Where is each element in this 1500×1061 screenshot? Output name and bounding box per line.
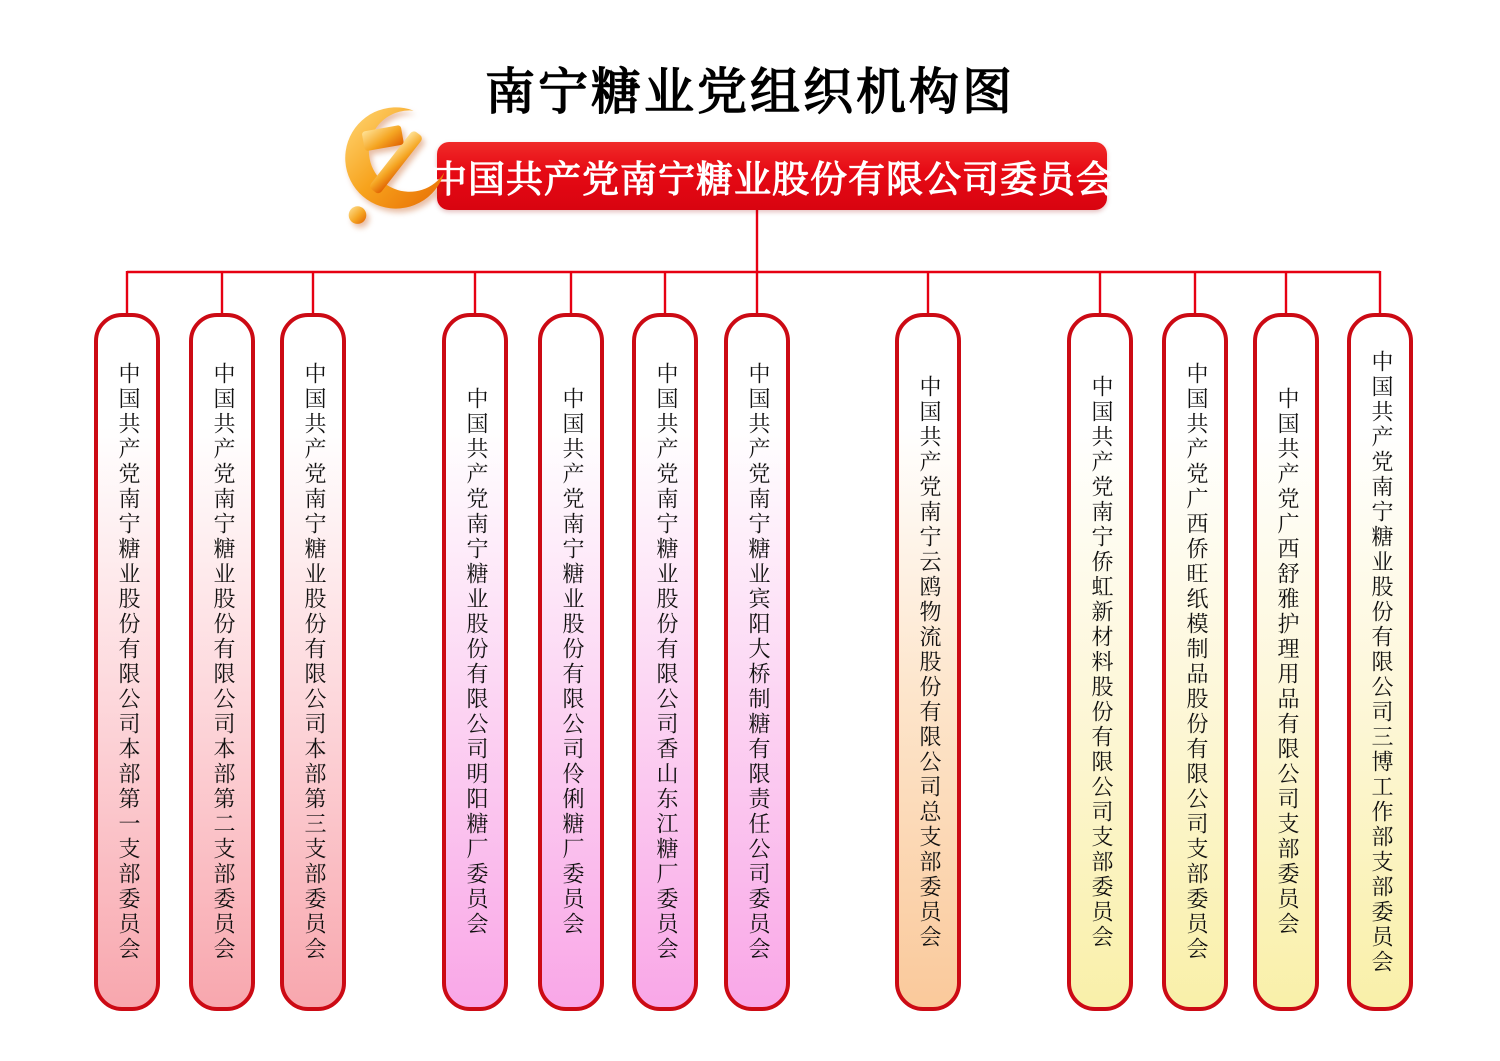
branch-box [189,313,255,1011]
branch-box [1347,313,1413,1011]
branch-box [895,313,961,1011]
branch-box [442,313,508,1011]
branch-label: 中国共产党南宁糖业股份有限公司三博工作部支部委员会 [1368,349,1393,975]
root-committee-label: 中国共产党南宁糖业股份有限公司委员会 [430,158,1114,201]
branch-label: 中国共产党南宁糖业宾阳大桥制糖有限责任公司委员会 [745,362,770,962]
branch-label: 中国共产党南宁糖业股份有限公司明阳糖厂委员会 [463,387,488,937]
branch-label: 中国共产党广西侨旺纸模制品股份有限公司支部委员会 [1183,362,1208,962]
branch-box [724,313,790,1011]
party-emblem-icon [340,104,452,236]
branch-label: 中国共产党南宁糖业股份有限公司香山东江糖厂委员会 [653,362,678,962]
branch-label: 中国共产党南宁糖业股份有限公司本部第三支部委员会 [301,362,326,962]
branch-box [1253,313,1319,1011]
page-title: 南宁糖业党组织机构图 [485,62,1015,121]
branch-box [1067,313,1133,1011]
branch-box [632,313,698,1011]
root-committee-banner [430,142,1114,210]
branch-box [538,313,604,1011]
branch-label: 中国共产党南宁糖业股份有限公司本部第二支部委员会 [210,362,235,962]
branch-label: 中国共产党南宁侨虹新材料股份有限公司支部委员会 [1088,374,1113,950]
branch-box [94,313,160,1011]
branch-label: 中国共产党南宁糖业股份有限公司本部第一支部委员会 [115,362,140,962]
branch-box [1162,313,1228,1011]
branch-label: 中国共产党广西舒雅护理用品有限公司支部委员会 [1274,387,1299,937]
branch-label: 中国共产党南宁糖业股份有限公司伶俐糖厂委员会 [559,387,584,937]
branch-label: 中国共产党南宁云鸥物流股份有限公司总支部委员会 [916,374,941,950]
branch-box [280,313,346,1011]
